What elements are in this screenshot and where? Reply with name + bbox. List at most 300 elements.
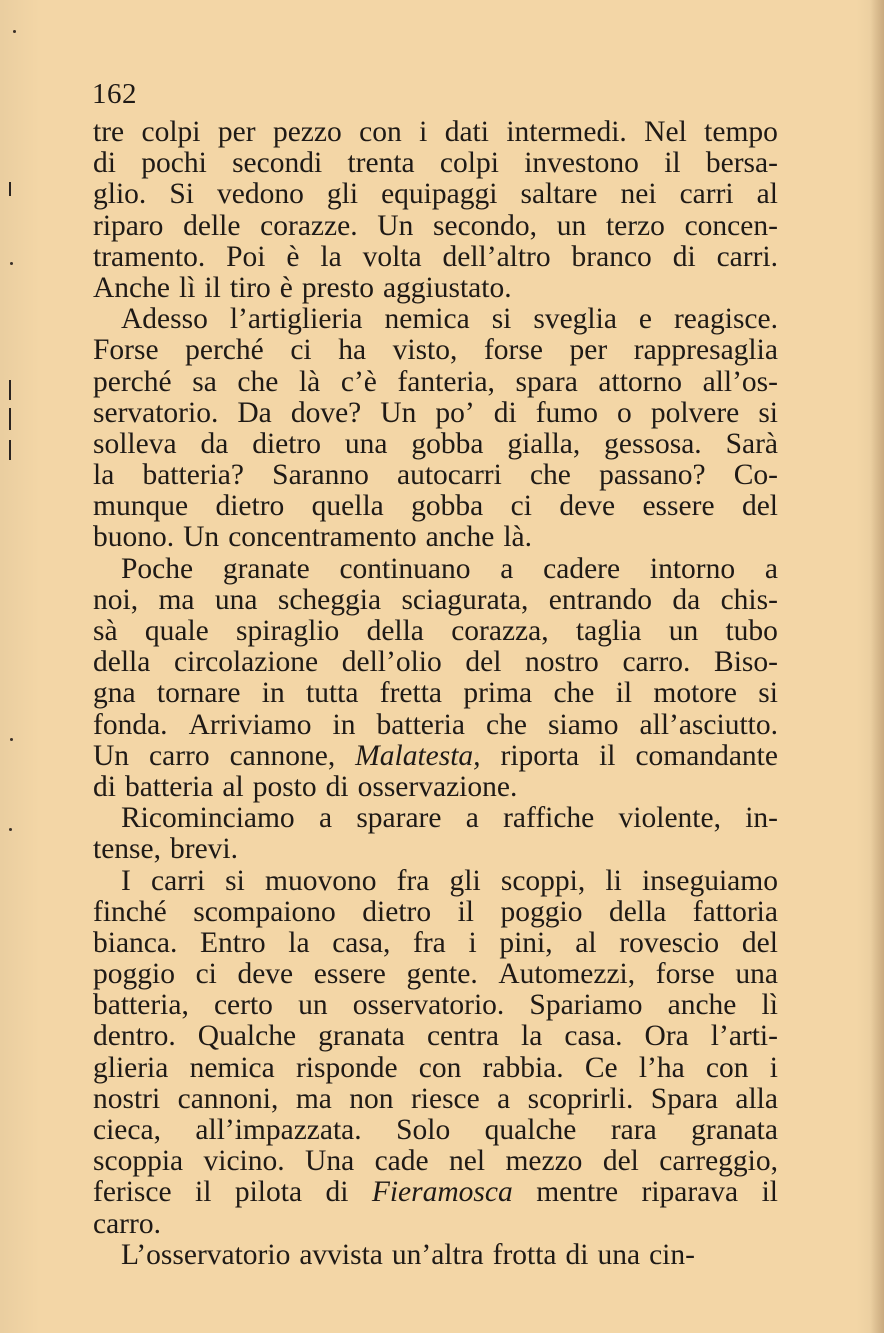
word: si	[758, 396, 778, 429]
word: Co-	[733, 459, 778, 492]
word: Un	[380, 396, 417, 429]
word: del	[602, 1145, 639, 1178]
text-line	[93, 990, 778, 1021]
word: a	[497, 1082, 511, 1115]
word: c’è	[340, 365, 377, 398]
text-line	[93, 585, 778, 616]
word: tutta	[306, 677, 359, 710]
text-line	[93, 678, 778, 709]
word: nei	[620, 178, 657, 211]
word: pini,	[499, 926, 553, 959]
text-line	[93, 273, 778, 304]
word: circolazione	[173, 646, 319, 679]
word: L’osservatorio	[121, 1238, 291, 1271]
word: o	[617, 396, 632, 429]
text-line	[93, 928, 778, 959]
word: di	[325, 770, 349, 803]
text-line	[93, 554, 778, 585]
word: terzo	[605, 209, 665, 242]
margin-mark	[9, 380, 11, 400]
word: spara	[515, 365, 578, 398]
word: il	[615, 677, 633, 710]
text-line	[93, 897, 778, 928]
word: una	[597, 1238, 641, 1271]
word: delle	[183, 209, 241, 242]
word: Ora	[644, 1020, 689, 1053]
word: sa	[192, 365, 217, 398]
word: perché	[185, 334, 264, 367]
word: il	[457, 895, 474, 928]
word: del	[741, 490, 778, 523]
word: prima	[463, 677, 533, 710]
text-line	[93, 834, 778, 865]
word: chis-	[720, 583, 778, 616]
word: Una	[305, 1145, 355, 1178]
word: lì	[179, 271, 196, 304]
word: a	[500, 552, 514, 585]
text-line	[93, 616, 778, 647]
word: siamo	[548, 708, 619, 741]
word: tubo	[725, 615, 778, 647]
word: investono	[524, 147, 639, 180]
word: gente.	[406, 958, 478, 991]
word: Da	[237, 396, 272, 429]
word: Anche	[93, 271, 170, 304]
word: l’arti-	[710, 1020, 778, 1053]
word: fattoria	[692, 895, 778, 928]
word: gli	[449, 864, 481, 897]
word: Spara	[650, 1082, 718, 1115]
word: rara	[610, 1114, 657, 1146]
word: la	[93, 459, 115, 492]
word: di	[565, 1238, 589, 1271]
word: ma	[295, 1082, 332, 1115]
word: intermedi.	[506, 116, 627, 148]
text-line	[93, 460, 778, 491]
word: buono.	[93, 521, 175, 554]
word: colpi	[439, 147, 499, 180]
word: i	[769, 1051, 778, 1084]
word: in-	[745, 802, 778, 835]
word: nel	[449, 1145, 486, 1178]
word: di	[672, 240, 696, 273]
word: comandante	[635, 739, 778, 772]
word: in	[261, 677, 285, 710]
word: centra	[426, 1020, 499, 1053]
word: nemica	[384, 303, 470, 336]
word: Saranno	[272, 459, 369, 492]
word: frotta	[492, 1238, 557, 1271]
word: Forse	[93, 334, 159, 367]
text-line	[93, 1177, 778, 1208]
word: carri	[150, 864, 206, 897]
word: posto	[252, 770, 317, 803]
word: violente,	[618, 802, 721, 835]
word: lì	[761, 989, 778, 1022]
word: il	[599, 739, 616, 772]
word: carreggio,	[659, 1145, 778, 1178]
word: Adesso	[121, 303, 208, 336]
text-line	[93, 179, 778, 210]
word: della	[366, 615, 424, 647]
word: che	[529, 459, 571, 492]
word: osservatorio.	[352, 989, 505, 1022]
word: batteria	[376, 708, 465, 741]
word: il	[195, 1176, 212, 1209]
word: per	[217, 116, 256, 148]
margin-mark	[9, 182, 11, 196]
word: Si	[169, 178, 194, 211]
margin-dot	[13, 30, 16, 33]
word: bersa-	[705, 147, 778, 180]
word: granata	[691, 1114, 778, 1146]
word: gessosa.	[604, 427, 702, 460]
word: forse	[655, 958, 715, 991]
word: a	[764, 552, 778, 585]
text-line	[93, 741, 778, 772]
word: Poi	[226, 240, 266, 273]
word: attorno	[598, 365, 682, 398]
text-line	[93, 1209, 778, 1240]
word: motore	[653, 677, 737, 710]
word: spiraglio	[236, 615, 340, 647]
word: una	[344, 427, 388, 460]
text-line	[93, 211, 778, 242]
word: batteria?	[142, 459, 244, 492]
text-line	[93, 148, 778, 179]
word: glio.	[93, 178, 147, 211]
word: gobba	[411, 427, 484, 460]
word: riparo	[93, 209, 164, 242]
word: Qualche	[197, 1020, 297, 1053]
word: Ce	[584, 1051, 618, 1084]
word: pezzo	[272, 116, 342, 148]
body-text	[93, 117, 778, 1271]
word: fonda.	[93, 708, 168, 741]
word: carri.	[716, 240, 778, 273]
word: rappresaglia	[633, 334, 778, 367]
word: perché	[93, 365, 172, 398]
word: quale	[144, 615, 209, 647]
word: granata	[318, 1020, 405, 1053]
word: un	[668, 615, 699, 647]
text-line	[93, 710, 778, 741]
text-line	[93, 117, 778, 148]
word: rovescio	[619, 926, 720, 959]
word: dietro	[252, 427, 321, 460]
word: muovono	[265, 864, 377, 897]
word: da	[200, 427, 229, 460]
italic-word: Fieramosca	[371, 1176, 513, 1209]
word: entrando	[548, 583, 652, 616]
word: si	[225, 864, 245, 897]
italic-word: Malatesta,	[355, 739, 481, 772]
text-line	[93, 304, 778, 335]
word: di	[93, 147, 116, 180]
text-line	[93, 647, 778, 678]
word: della	[608, 895, 667, 928]
word: del	[741, 926, 778, 959]
word: con	[705, 1051, 749, 1084]
margin-mark	[9, 440, 11, 460]
word: ci	[195, 958, 217, 991]
word: essere	[313, 958, 386, 991]
word: dietro	[215, 490, 285, 523]
word: dentro.	[93, 1020, 176, 1053]
word: dietro	[362, 895, 432, 928]
word: sà	[93, 615, 118, 647]
word: di	[325, 1176, 349, 1209]
word: ci	[510, 490, 532, 523]
word: dell’olio	[341, 646, 442, 679]
text-line	[93, 429, 778, 460]
word: noi,	[93, 583, 139, 616]
text-line	[93, 1146, 778, 1177]
word: anche	[667, 989, 737, 1022]
word: intorno	[649, 552, 736, 585]
word: del	[465, 646, 502, 679]
text-line	[93, 1115, 778, 1146]
word: batteria,	[93, 989, 189, 1022]
word: batteria	[124, 770, 214, 803]
word: fra	[396, 864, 430, 897]
word: concentramento	[228, 521, 417, 554]
word: presto	[301, 271, 374, 304]
word: la	[288, 926, 310, 959]
word: fanteria,	[397, 365, 495, 398]
word: cannone,	[229, 739, 336, 772]
word: sparare	[356, 802, 442, 835]
word: taglia	[575, 615, 642, 647]
word: fra	[413, 926, 446, 959]
word: Nel	[644, 116, 687, 148]
word: visto,	[392, 334, 458, 367]
word: carro	[149, 739, 210, 772]
text-line	[93, 335, 778, 366]
word: un	[298, 989, 328, 1022]
word: l’artiglieria	[229, 303, 363, 336]
word: granate	[222, 552, 310, 585]
word: che	[237, 365, 279, 398]
word: trenta	[347, 147, 415, 180]
text-line	[93, 367, 778, 398]
word: poggio	[500, 895, 583, 928]
word: che	[553, 677, 595, 710]
word: tramento.	[93, 240, 206, 273]
word: non	[349, 1082, 394, 1115]
word: avvista	[299, 1238, 383, 1271]
word: finché	[93, 895, 167, 928]
word: all’impazzata.	[195, 1114, 362, 1146]
text-line	[93, 242, 778, 273]
word: glieria	[93, 1051, 169, 1084]
text-line	[93, 491, 778, 522]
text-line	[93, 522, 778, 553]
word: po’	[435, 396, 475, 429]
word: là	[298, 365, 321, 398]
word: volta	[362, 240, 422, 273]
word: i	[468, 926, 477, 959]
word: ma	[158, 583, 195, 616]
word: vicino.	[203, 1145, 285, 1178]
word: cannoni,	[177, 1082, 279, 1115]
word: cadere	[543, 552, 621, 585]
word: in	[332, 708, 356, 741]
word: bianca.	[93, 926, 178, 959]
word: la	[320, 240, 342, 273]
word: là.	[503, 521, 533, 554]
word: Entro	[200, 926, 266, 959]
word: una	[735, 958, 778, 991]
word: scompaiono	[193, 895, 336, 928]
word: Spariamo	[529, 989, 643, 1022]
word: alla	[735, 1082, 778, 1115]
word: si	[758, 677, 778, 710]
word: deve	[559, 490, 616, 523]
word: Un	[377, 209, 414, 242]
word: un’altra	[391, 1238, 484, 1271]
word: a	[465, 802, 479, 835]
word: solleva	[93, 427, 177, 460]
word: certo	[213, 989, 273, 1022]
word: si	[491, 303, 512, 336]
margin-dot	[9, 828, 12, 831]
word: servatorio.	[93, 396, 219, 429]
word: secondi	[232, 147, 323, 180]
word: di	[93, 770, 116, 803]
word: ha	[338, 334, 367, 367]
word: al	[575, 926, 597, 959]
word: dati	[444, 116, 489, 148]
word: casa,	[332, 926, 391, 959]
word: con	[359, 116, 402, 148]
word: corazza,	[451, 615, 549, 647]
word: gobba	[411, 490, 484, 523]
text-line	[93, 772, 778, 803]
word: vedono	[216, 178, 304, 211]
word: quella	[311, 490, 384, 523]
word: tornare	[156, 677, 241, 710]
word: pilota	[234, 1176, 303, 1209]
word: fretta	[379, 677, 442, 710]
word: fumo	[535, 396, 598, 429]
word: pochi	[141, 147, 207, 180]
margin-mark	[9, 408, 11, 430]
word: Un	[183, 521, 220, 554]
word: cin-	[649, 1238, 695, 1271]
margin-dot	[10, 738, 13, 741]
word: l’ha	[638, 1051, 685, 1084]
word: rabbia.	[482, 1051, 564, 1084]
word: riesce	[410, 1082, 480, 1115]
word: Sarà	[725, 427, 778, 460]
word: continuano	[339, 552, 471, 585]
word: corazze.	[260, 209, 358, 242]
word: I	[121, 864, 131, 897]
word: da	[672, 583, 701, 616]
word: mezzo	[505, 1145, 583, 1178]
word: la	[521, 1020, 543, 1053]
text-line	[93, 1084, 778, 1115]
word: forse	[483, 334, 543, 367]
text-line	[93, 1021, 778, 1052]
word: munque	[93, 490, 189, 523]
word: il	[204, 271, 221, 304]
word: un	[556, 209, 587, 242]
text-line	[93, 866, 778, 897]
word: nemica	[189, 1051, 275, 1084]
word: sciagurata,	[401, 583, 529, 616]
page-edge	[870, 0, 884, 1333]
word: scoprirli.	[527, 1082, 634, 1115]
word: carri	[679, 178, 734, 211]
word: poggio	[93, 958, 175, 991]
word: ferisce	[93, 1176, 172, 1209]
word: ci	[290, 334, 312, 367]
page-number: 162	[92, 78, 137, 110]
text-line	[93, 1053, 778, 1084]
word: di	[493, 396, 517, 429]
word: a	[318, 802, 333, 835]
word: branco	[571, 240, 652, 273]
word: è	[286, 240, 300, 273]
word: gialla,	[507, 427, 581, 460]
word: Solo	[396, 1114, 451, 1146]
word: mentre	[536, 1176, 619, 1209]
word: risponde	[295, 1051, 398, 1084]
word: e	[638, 303, 652, 336]
word: dove?	[290, 396, 362, 429]
word: secondo,	[433, 209, 538, 242]
word: gna	[93, 677, 136, 710]
word: riporta	[500, 739, 580, 772]
word: tre	[93, 116, 125, 148]
text-line	[93, 959, 778, 990]
word: Biso-	[714, 646, 778, 679]
word: deve	[237, 958, 294, 991]
word: reagisce.	[673, 303, 778, 336]
word: colpi	[141, 116, 201, 148]
word: equipaggi	[381, 178, 498, 211]
word: cade	[374, 1145, 429, 1178]
word: sveglia	[533, 303, 617, 336]
word: Ricominciamo	[121, 802, 295, 835]
word: qualche	[484, 1114, 577, 1146]
word: Poche	[121, 552, 194, 585]
margin-dot	[10, 262, 13, 265]
word: gli	[326, 178, 359, 211]
word: della	[93, 646, 151, 679]
word: al	[222, 770, 244, 803]
word: scoppia	[93, 1145, 184, 1178]
word: Automezzi,	[498, 958, 636, 991]
word: scheggia	[277, 583, 382, 616]
word: che	[486, 708, 527, 741]
text-line	[93, 803, 778, 834]
text-line	[93, 1240, 778, 1271]
word: osservazione.	[357, 770, 518, 803]
word: il	[761, 1176, 778, 1209]
word: nostri	[93, 1082, 161, 1115]
word: all’asciutto.	[639, 708, 778, 741]
word: dell’altro	[442, 240, 551, 273]
word: nostro	[525, 646, 599, 679]
word: i	[419, 116, 428, 148]
word: con	[418, 1051, 462, 1084]
word: al	[756, 178, 778, 211]
text-line	[93, 398, 778, 429]
word: Un	[93, 739, 130, 772]
